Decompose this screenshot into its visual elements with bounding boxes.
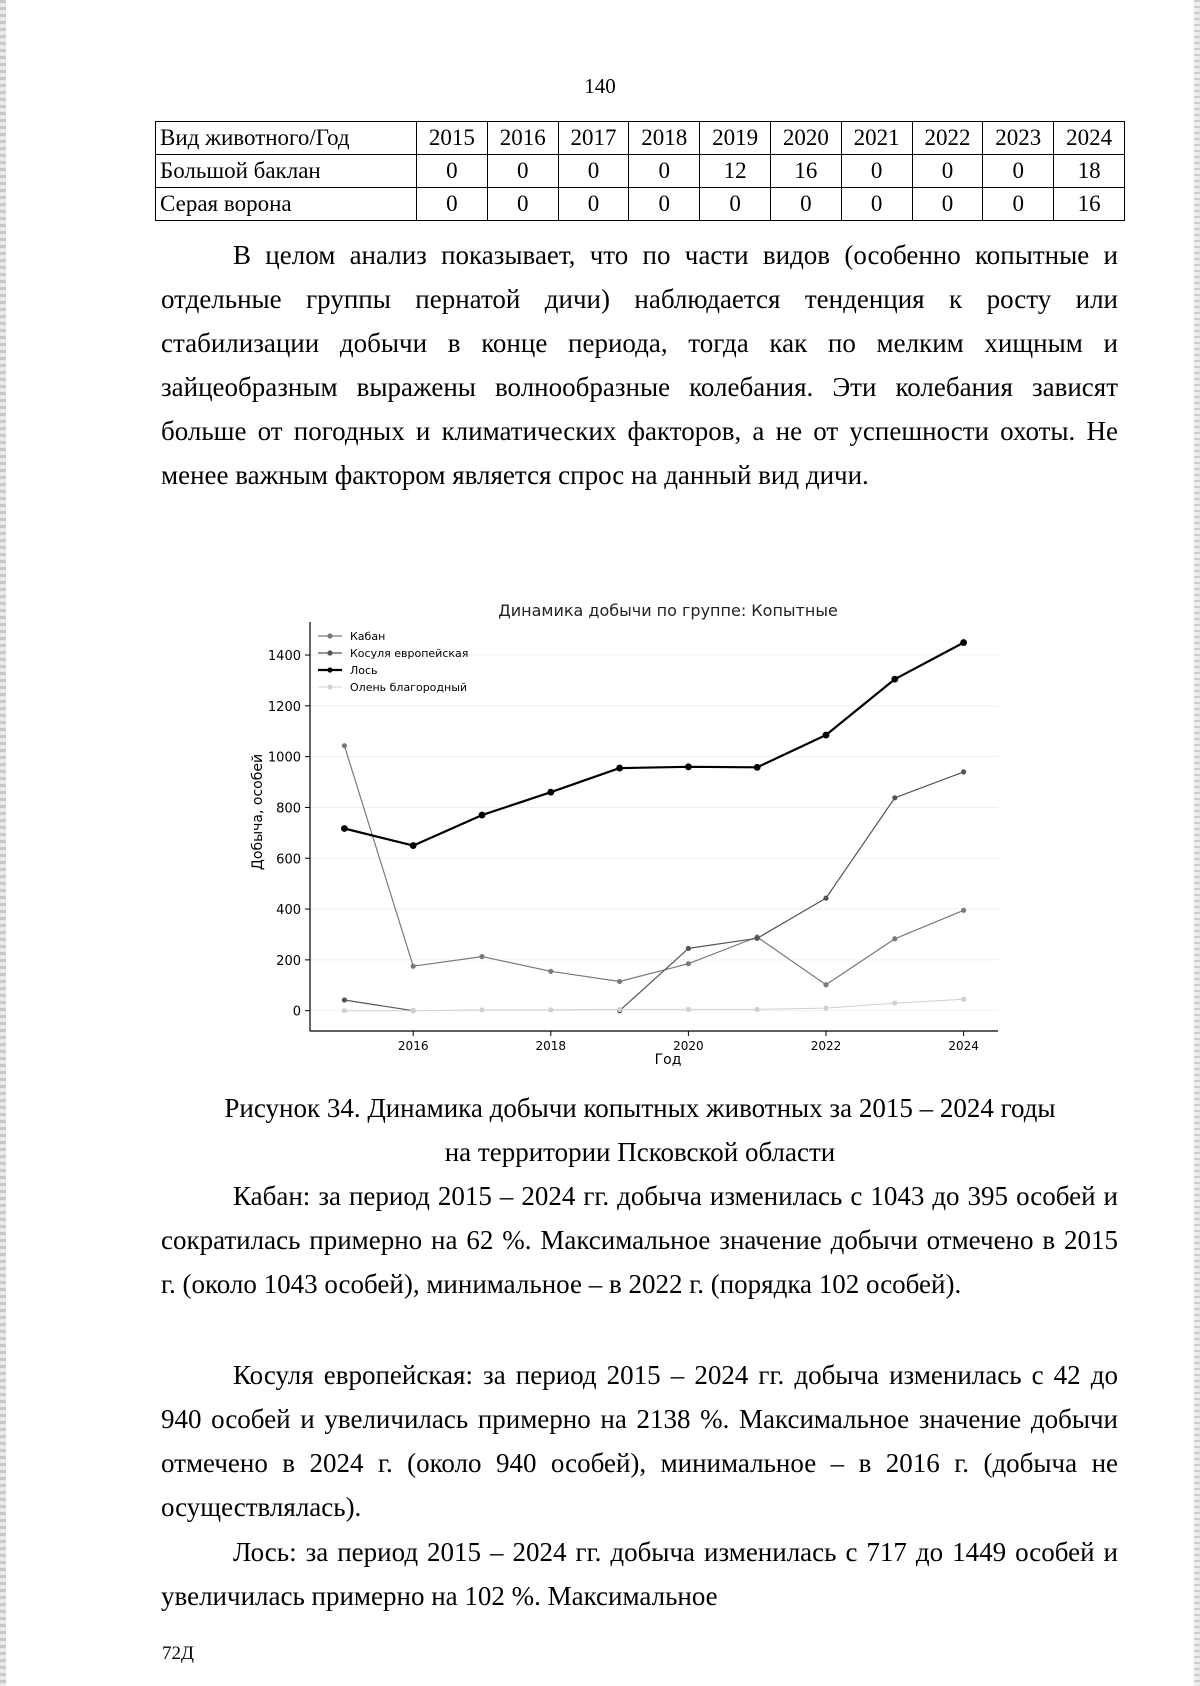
data-point	[686, 1007, 691, 1012]
table-cell: 0	[558, 155, 629, 188]
x-tick-label: 2016	[397, 1039, 429, 1053]
table-header-cell: 2020	[770, 122, 841, 155]
y-tick-label: 400	[276, 903, 301, 919]
data-point	[685, 763, 692, 770]
footer-code: 72Д	[162, 1643, 194, 1664]
table-header-cell: 2023	[983, 122, 1054, 155]
series-line	[344, 1000, 413, 1011]
table-cell: 0	[770, 188, 841, 221]
figure-caption	[150, 1086, 1130, 1174]
table-cell: Серая ворона	[156, 188, 417, 221]
data-point	[479, 1007, 484, 1012]
legend-label: Кабан	[350, 630, 386, 643]
table-cell: 12	[700, 155, 771, 188]
table-cell: 0	[487, 155, 558, 188]
data-point	[411, 964, 416, 969]
chart-legend	[318, 630, 468, 694]
series-line	[344, 999, 963, 1011]
table-cell: 0	[558, 188, 629, 221]
y-axis-label: Добыча, особей	[250, 753, 266, 871]
figure-caption-line-1: Рисунок 34. Динамика добычи копытных животных за 2015 – 2024 годы	[224, 1093, 1056, 1123]
table-header-cell: 2019	[700, 122, 771, 155]
series-line	[344, 746, 963, 985]
data-point	[823, 982, 828, 987]
harvest-table	[155, 121, 1125, 221]
table-cell: 0	[841, 188, 912, 221]
data-point	[342, 997, 347, 1002]
data-point	[686, 946, 691, 951]
data-point	[686, 961, 691, 966]
y-tick-label: 600	[276, 852, 301, 868]
paragraph-summary: В целом анализ показывает, что по части видов (особенно копытные и отдельные группы пернатой дичи) наблюдается тенденция к росту или стабилизации добычи в конце периода, тогда как по мелким хищным и зайцеобразным выражены волнообразные колебания. Эти колебания зависят больше от погодных и климатических факторов, а не от успешности охоты. Не менее важным фактором является спрос на данный вид дичи.	[161, 240, 1118, 490]
chart-ticks	[268, 649, 979, 1053]
data-point	[341, 825, 348, 832]
scan-edge-left	[0, 0, 6, 1686]
data-point	[548, 1007, 553, 1012]
data-point	[479, 954, 484, 959]
chart-gridlines	[310, 655, 998, 1011]
legend-label: Олень благородный	[350, 681, 468, 694]
table-cell: 0	[417, 155, 488, 188]
data-point	[410, 842, 417, 849]
table-header-cell: 2024	[1054, 122, 1125, 155]
page-number: 140	[584, 74, 616, 98]
legend-marker	[327, 667, 332, 672]
data-point	[823, 1006, 828, 1011]
table-header-cell: 2022	[912, 122, 983, 155]
data-point	[891, 676, 898, 683]
paragraph-boar: Кабан: за период 2015 – 2024 гг. добыча изменилась с 1043 до 395 особей и сократилась примерно на 62 %. Максимальное значение добычи отмечено в 2015 г. (около 1043 особей), минимальное – в 2022 г. (порядка 102 особей).	[161, 1181, 1118, 1299]
data-point	[960, 639, 967, 646]
y-tick-label: 1000	[267, 750, 301, 766]
data-point	[754, 764, 761, 771]
table-cell: 0	[912, 188, 983, 221]
table-cell: 16	[770, 155, 841, 188]
x-tick-label: 2022	[810, 1039, 842, 1053]
legend-label: Лось	[350, 664, 378, 677]
series-line	[344, 643, 963, 846]
data-point	[961, 769, 966, 774]
data-point	[892, 936, 897, 941]
series-0	[342, 743, 966, 987]
legend-marker	[327, 650, 332, 655]
data-point	[892, 1000, 897, 1005]
legend-label: Косуля европейская	[350, 647, 469, 660]
table-cell: 0	[629, 155, 700, 188]
y-tick-label: 1200	[267, 699, 301, 715]
chart-series	[341, 639, 967, 1013]
y-tick-label: 200	[276, 953, 301, 969]
x-tick-label: 2020	[673, 1039, 704, 1053]
table-cell: 0	[983, 188, 1054, 221]
table-cell: 0	[912, 155, 983, 188]
table-cell: 0	[487, 188, 558, 221]
legend-marker	[327, 633, 332, 638]
data-point	[617, 1007, 622, 1012]
table-header-cell: 2021	[841, 122, 912, 155]
x-tick-label: 2018	[535, 1039, 567, 1053]
series-2	[341, 639, 967, 849]
y-tick-label: 800	[276, 801, 301, 817]
table-header-cell: 2018	[629, 122, 700, 155]
legend-marker	[327, 684, 332, 689]
chart-title: Динамика добычи по группе: Копытные	[498, 601, 838, 620]
table-cell: 0	[417, 188, 488, 221]
data-point	[547, 789, 554, 796]
data-point	[961, 997, 966, 1002]
data-point	[755, 936, 760, 941]
data-point	[755, 1007, 760, 1012]
table-cell: Большой баклан	[156, 155, 417, 188]
figure-caption-line-2: на территории Псковской области	[444, 1137, 836, 1167]
data-point	[961, 908, 966, 913]
data-point	[616, 765, 623, 772]
table-cell: 0	[700, 188, 771, 221]
data-point	[548, 969, 553, 974]
x-axis-label: Год	[654, 1052, 682, 1068]
harvest-line-chart	[240, 594, 1000, 1074]
data-point	[617, 979, 622, 984]
table-header-cell: 2015	[417, 122, 488, 155]
table-header-cell: 2017	[558, 122, 629, 155]
y-tick-label: 1400	[267, 649, 301, 665]
table-cell: 16	[1054, 188, 1125, 221]
table-header-row	[156, 122, 1125, 155]
table-cell: 0	[841, 155, 912, 188]
table-row	[156, 188, 1125, 221]
scan-edge-right	[1194, 0, 1200, 1686]
table-header-cell: 2016	[487, 122, 558, 155]
table-cell: 18	[1054, 155, 1125, 188]
data-point	[411, 1008, 416, 1013]
paragraph-roe-deer: Косуля европейская: за период 2015 – 2024 гг. добыча изменилась с 42 до 940 особей и увеличилась примерно на 2138 %. Максимальное значение добычи отмечено в 2024 г. (около 940 особей), минимальное – в 2016 г. (добыча не осуществлялась).	[161, 1360, 1118, 1522]
data-point	[479, 812, 486, 819]
table-row	[156, 155, 1125, 188]
data-point	[823, 896, 828, 901]
data-point	[342, 743, 347, 748]
data-point	[823, 732, 830, 739]
table-cell: 0	[629, 188, 700, 221]
x-tick-label: 2024	[948, 1039, 979, 1053]
data-point	[892, 795, 897, 800]
table-cell: 0	[983, 155, 1054, 188]
table-header-cell: Вид животного/Год	[156, 122, 417, 155]
y-tick-label: 0	[292, 1004, 301, 1020]
series-1	[342, 769, 966, 1013]
paragraph-elk: Лось: за период 2015 – 2024 гг. добыча изменилась с 717 до 1449 особей и увеличилась примерно на 102 %. Максимальное	[161, 1537, 1118, 1611]
data-point	[342, 1008, 347, 1013]
